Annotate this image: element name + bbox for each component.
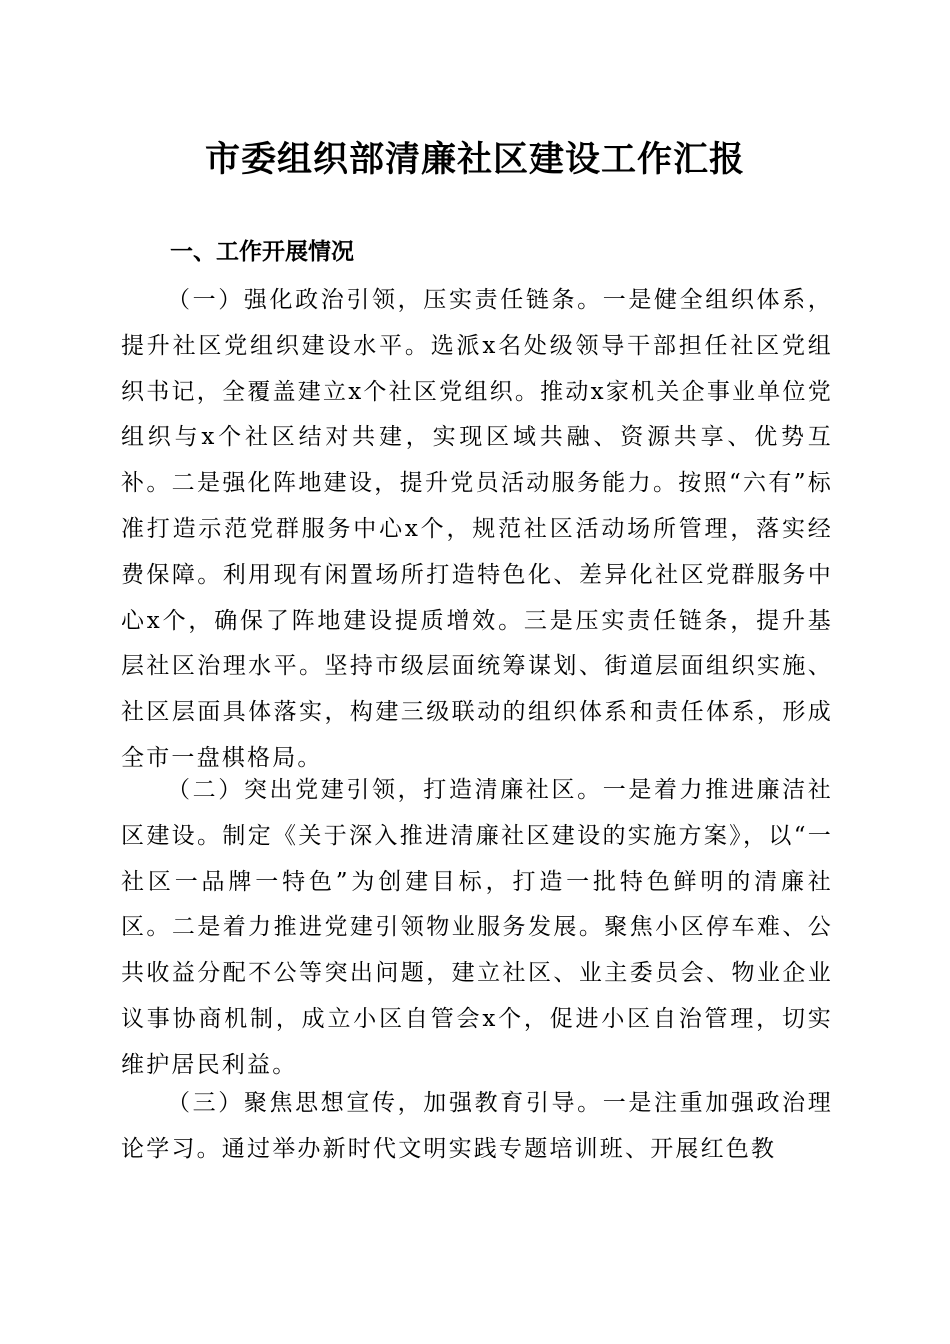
paragraph-2-text: 一是着力推进廉洁社区建设。制定《关于深入推进清廉社区建设的实施方案》，以“一社区一品牌一特色”为创建目标，打造一批特色鲜明的清廉社区。二是着力推进党建引领物业服务发展。聚焦小区停车难、公共收益分配不公等突出问题，建立社区、业主委员会、物业企业议事协商机制，成立小区自管会x个，促进小区自治管理，切实维护居民利益。 [121, 777, 833, 1078]
paragraph-2-lead: （二）突出党建引领，打造清廉社区。 [167, 777, 603, 803]
paragraph-3-lead: （三）聚焦思想宣传，加强教育引导。 [167, 1090, 603, 1116]
paragraph-1 [121, 278, 833, 782]
paragraph-2 [121, 768, 833, 1089]
paragraph-3-text: 一是注重加强政治理论学习。通过举办新时代文明实践专题培训班、开展红色教 [121, 1090, 833, 1162]
paragraph-1-lead: （一）强化政治引领，压实责任链条。 [167, 287, 603, 313]
section-heading: 一、工作开展情况 [170, 239, 354, 265]
paragraph-3 [121, 1081, 833, 1173]
document-title: 市委组织部清廉社区建设工作汇报 [204, 139, 745, 180]
paragraph-1-text: 一是健全组织体系，提升社区党组织建设水平。选派x名处级领导干部担任社区党组织书记，全覆盖建立x个社区党组织。推动x家机关企事业单位党组织与x个社区结对共建，实现区域共融、资源共享、优势互补。二是强化阵地建设，提升党员活动服务能力。按照“六有”标准打造示范党群服务中心x个，规范社区活动场所管理，落实经费保障。利用现有闲置场所打造特色化、差异化社区党群服务中心x个，确保了阵地建设提质增效。三是压实责任链条，提升基层社区治理水平。坚持市级层面统筹谋划、街道层面组织实施、社区层面具体落实，构建三级联动的组织体系和责任体系，形成全市一盘棋格局。 [121, 287, 833, 771]
